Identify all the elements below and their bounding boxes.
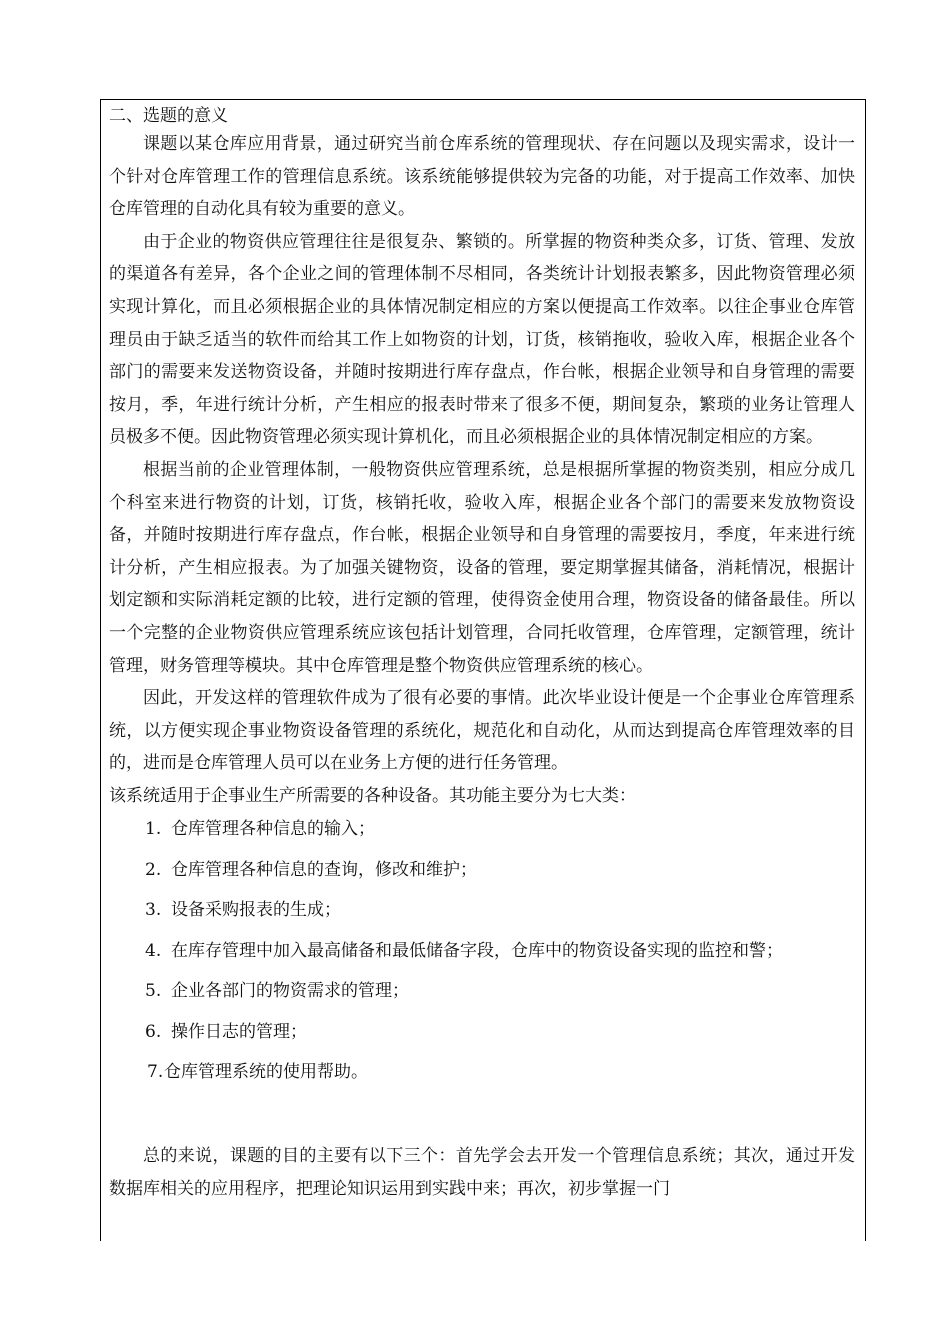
list-item [109, 1055, 855, 1089]
intro-line: 该系统适用于企事业生产所需要的各种设备。其功能主要分为七大类： [109, 785, 636, 806]
document-content [109, 104, 855, 1205]
list-item [109, 1015, 855, 1049]
list-item-number: 3. [145, 900, 162, 921]
list-item-text: 仓库管理各种信息的输入； [171, 819, 375, 840]
list-item-text: 仓库管理各种信息的查询，修改和维护； [171, 859, 477, 880]
list-item-text: 在库存管理中加入最高储备和最低储备字段，仓库中的物资设备实现的监控和警； [171, 940, 783, 961]
list-item-number: 4. [145, 940, 162, 961]
section-heading: 二、选题的意义 [109, 106, 228, 126]
list-item [109, 893, 855, 927]
spacer [109, 1096, 855, 1140]
list-item-text: 设备采购报表的生成； [171, 900, 341, 921]
list-item-number: 7. [147, 1062, 164, 1083]
summary-paragraph: 总的来说，课题的目的主要有以下三个：首先学会去开发一个管理信息系统；其次，通过开发数据库相关的应用程序，把理论知识运用到实践中来；再次，初步掌握一门 [109, 1145, 855, 1199]
list-item [109, 974, 855, 1008]
list-item [109, 812, 855, 846]
list-item-number: 1. [145, 819, 162, 840]
list-item-number: 6. [145, 1021, 162, 1042]
list-item-text: 企业各部门的物资需求的管理； [171, 981, 409, 1002]
paragraph-4: 因此，开发这样的管理软件成为了很有必要的事情。此次毕业设计便是一个企事业仓库管理系统，以方便实现企事业物资设备管理的系统化，规范化和自动化，从而达到提高仓库管理效率的目的，进而是仓库管理人员可以在业务上方便的进行任务管理。 [109, 688, 855, 774]
list-item-text: 操作日志的管理； [171, 1021, 307, 1042]
list-item [109, 934, 855, 968]
list-item [109, 853, 855, 887]
list-item-number: 5. [145, 981, 162, 1002]
paragraph-1: 课题以某仓库应用背景，通过研究当前仓库系统的管理现状、存在问题以及现实需求，设计一个针对仓库管理工作的管理信息系统。该系统能够提供较为完备的功能，对于提高工作效率、加快仓库管理的自动化具有较为重要的意义。 [109, 134, 855, 220]
paragraph-2: 由于企业的物资供应管理往往是很复杂、繁锁的。所掌握的物资种类众多，订货、管理、发放的渠道各有差异，各个企业之间的管理体制不尽相同，各类统计计划报表繁多，因此物资管理必须实现计算化，而且必须根据企业的具体情况制定相应的方案以便提高工作效率。以往企事业仓库管理员由于缺乏适当的软件而给其工作上如物资的计划，订货，核销拖收，验收入库，根据企业各个部门的需要来发送物资设备，并随时按期进行库存盘点，作台帐，根据企业领导和自身管理的需要按月，季，年进行统计分析，产生相应的报表时带来了很多不便，期间复杂，繁琐的业务让管理人员极多不便。因此物资管理必须实现计算机化，而且必须根据企业的具体情况制定相应的方案。 [109, 231, 855, 448]
list-item-number: 2. [145, 859, 162, 880]
paragraph-3: 根据当前的企业管理体制，一般物资供应管理系统，总是根据所掌握的物资类别，相应分成几个科室来进行物资的计划，订货，核销托收，验收入库，根据企业各个部门的需要来发放物资设备，并随时按期进行库存盘点，作台帐，根据企业领导和自身管理的需要按月，季度，年来进行统计分析，产生相应报表。为了加强关键物资，设备的管理，要定期掌握其储备，消耗情况，根据计划定额和实际消耗定额的比较，进行定额的管理，使得资金使用合理，物资设备的储备最佳。所以一个完整的企业物资供应管理系统应该包括计划管理，合同托收管理，仓库管理，定额管理，统计管理，财务管理等模块。其中仓库管理是整个物资供应管理系统的核心。 [109, 459, 855, 676]
function-list [109, 812, 855, 1089]
document-table-cell [100, 99, 866, 1241]
list-item-text: 仓库管理系统的使用帮助。 [164, 1062, 368, 1083]
